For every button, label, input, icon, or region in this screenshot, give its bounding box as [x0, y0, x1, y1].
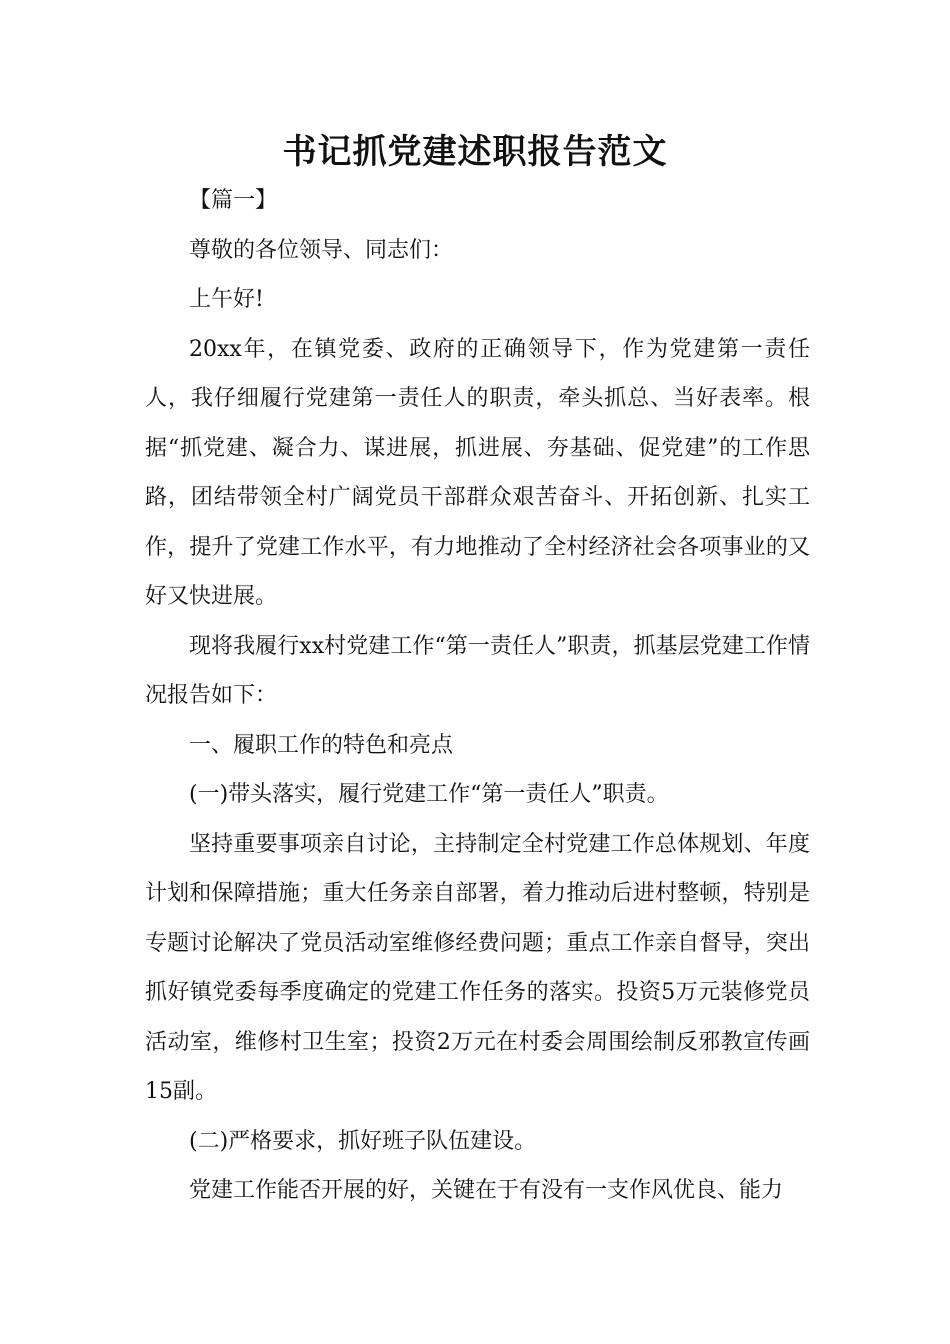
body-paragraph: 现将我履行xx村党建工作“第一责任人”职责，抓基层党建工作情况报告如下：: [145, 633, 810, 708]
subsection-heading: (二)严格要求，抓好班子队伍建设。: [189, 1128, 537, 1154]
subsection-heading: 一、履职工作的特色和亮点: [189, 732, 454, 758]
section-heading: 【篇一】: [189, 188, 278, 213]
body-paragraph: 20xx年，在镇党委、政府的正确领导下，作为党建第一责任人，我仔细履行党建第一责任人的职责，牵头抓总、当好表率。根据“抓党建、凝合力、谋进展，抓进展、夯基础、促党建”的工作思路，团结带领全村广阔党员干部群众艰苦奋斗、开拓创新、扎实工作，提升了党建工作水平，有力地推动了全村经济社会各项事业的又好又快进展。: [145, 336, 810, 609]
subsection-heading: (一)带头落实，履行党建工作“第一责任人”职责。: [189, 782, 669, 807]
document-title: 书记抓党建述职报告范文: [282, 132, 668, 172]
body-paragraph: 党建工作能否开展的好，关键在于有没有一支作风优良、能力: [189, 1178, 784, 1203]
body-paragraph: 坚持重要事项亲自讨论，主持制定全村党建工作总体规划、年度计划和保障措施；重大任务亲自部署，着力推动后进村整顿，特别是专题讨论解决了党员活动室维修经费问题；重点工作亲自督导，突出抓好镇党委每季度确定的党建工作任务的落实。投资5万元装修党员活动室，维修村卫生室；投资2万元在村委会周围绘制反邪教宣传画15副。: [145, 831, 810, 1104]
salutation: 尊敬的各位领导、同志们：: [189, 237, 454, 263]
greeting: 上午好!: [189, 287, 264, 312]
document-body: [145, 176, 810, 1216]
